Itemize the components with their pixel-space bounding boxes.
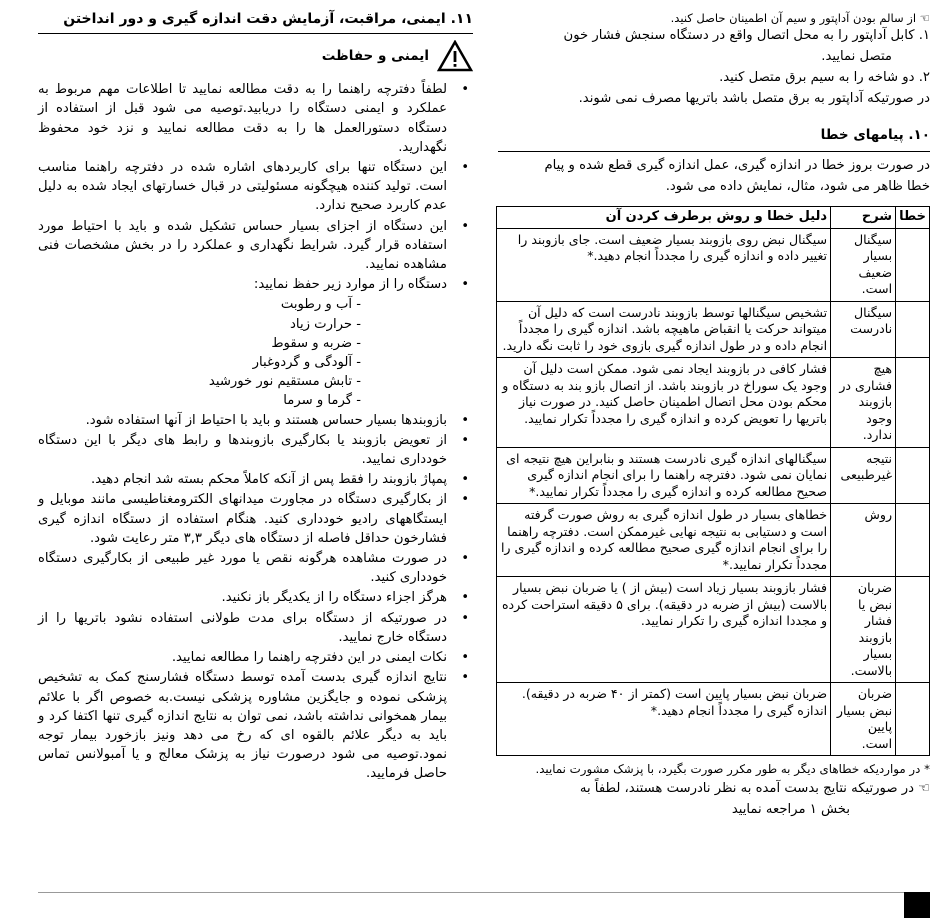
error-table-header: [497, 207, 930, 229]
error-desc: سیگنال بسیار ضعیف است.: [831, 228, 896, 301]
table-row: [497, 228, 930, 301]
final-note-cont: بخش ۱ مراجعه نمایید: [731, 802, 850, 817]
list-item: • بازوبندها بسیار حساس هستند و باید با احتیاط از آنها استفاده شود.: [38, 411, 473, 430]
error-code: [896, 301, 930, 358]
safety-list-2: [38, 411, 473, 784]
protect-item: - گرما و سرما: [283, 393, 361, 409]
error-code: [896, 504, 930, 577]
bullet-icon: •: [461, 472, 469, 488]
protect-item: - تابش مستقیم نور خورشید: [208, 374, 361, 390]
bullet-icon: •: [461, 610, 469, 626]
list-item: • نتایج اندازه گیری بدست آمده توسط دستگاه فشارسنج کمک به تشخیص پزشکی نموده و جایگزین مشاوره پزشکی نیست.به خصوص اگر با علائم بیمار همخوانی نداشته باشد، نمی توان به نتایج اندازه گیری تنها اکتفا کرد و باید به دیگر علائم بالقوه ای که رخ می دهد ونیز بازخورد بیمار توجه نمود.توصیه می شود درصورت نیاز به پزشک معالج و یا آمبولانس تماس حاصل فرمایید.: [38, 670, 469, 782]
error-table: [496, 206, 930, 756]
error-desc: سیگنال نادرست: [831, 301, 896, 358]
safety-title: ایمنی و حفاظت: [321, 47, 429, 64]
list-item: • دستگاه را از موارد زیر حفظ نمایید:: [38, 275, 473, 294]
header-cause: دلیل خطا و روش برطرف کردن آن: [497, 207, 831, 229]
table-row: [497, 301, 930, 358]
errors-rule: [498, 151, 930, 152]
list-item: • از تعویض بازوبند یا بکارگیری بازوبندها و رابط های دیگر با این دستگاه خودداری نمایید.: [38, 432, 469, 468]
error-code: [896, 228, 930, 301]
error-desc: روش: [831, 504, 896, 577]
list-item: • این دستگاه تنها برای کاربردهای اشاره شده در دفترچه راهنما مناسب است. تولید کننده هیچگونه مسئولیتی در قبال خسارتهای ایجاد شده به دلیل عدم کاربرد صحیح ندارد.: [38, 160, 469, 214]
bullet-icon: •: [461, 551, 469, 567]
header-error: خطا: [896, 207, 930, 229]
error-code: [896, 683, 930, 756]
error-fix: تشخیص سیگنالها توسط بازوبند نادرست است که دلیل آن میتواند حرکت یا انقباض ماهیچه باشد. اندازه گیری را مجدداً انجام داده و در طول اندازه گیری بازوی خود را ثابت نگه دارید.: [497, 301, 831, 358]
list-item: • نکات ایمنی در این دفترچه راهنما را مطالعه نمایید.: [38, 648, 473, 667]
error-desc: ضربان نبض یا فشار بازوبند بسیار بالاست.: [831, 577, 896, 683]
list-item: • پمپاژ بازوبند را فقط پس از آنکه کاملاً محکم بسته شد انجام دهید.: [38, 470, 473, 489]
error-code: [896, 577, 930, 683]
table-row: [497, 447, 930, 504]
page-marker: [904, 892, 930, 918]
protect-item: - حرارت زیاد: [290, 316, 361, 332]
list-item: • لطفاً دفترچه راهنما را به دقت مطالعه نمایید تا اطلاعات مهم مربوط به عملکرد و ایمنی دستگاه را دریابید.توصیه می شود قبل از استفاده از دستگاه دستورالعمل ها را به دقت مطالعه نمایید و نزد خود محفوظ نگهدارید.: [38, 82, 469, 155]
protect-item: - آلودگی و گردوغبار: [252, 355, 361, 371]
table-row: [497, 504, 930, 577]
step-1: ۱. کابل آداپتور را به محل اتصال واقع در دستگاه سنجش فشار خون: [563, 28, 930, 43]
bullet-icon: •: [461, 670, 469, 686]
error-fix: سیگنالهای اندازه گیری نادرست هستند و بنابراین هیچ نتیجه ای نمایان نمی شود. دفترچه راهنما را برای انجام اندازه گیری صحیح مطالعه کرده و اندازه گیری را مجدداً تکرار نمایید.*: [497, 447, 831, 504]
bullet-icon: •: [461, 492, 469, 508]
protect-item: - آب و رطوبت: [280, 297, 361, 313]
safety-heading: [38, 40, 473, 72]
bullet-icon: •: [461, 218, 469, 234]
bullet-icon: •: [461, 590, 469, 606]
table-row: [497, 577, 930, 683]
bullet-icon: •: [461, 82, 469, 98]
step-2: ۲. دو شاخه را به سیم برق متصل کنید.: [719, 70, 930, 85]
error-fix: ضربان نبض بسیار پایین است (کمتر از ۴۰ ضربه در دقیقه). اندازه گیری را مجدداً انجام دهید.*: [497, 683, 831, 756]
list-item: • هرگز اجزاء دستگاه را از یکدیگر باز نکنید.: [38, 588, 473, 607]
bullet-icon: •: [461, 160, 469, 176]
header-description: شرح: [831, 207, 896, 229]
error-desc: ضربان نبض بسیار پایین است.: [831, 683, 896, 756]
warning-icon: [437, 40, 473, 72]
error-desc: نتیجه غیرطبیعی: [831, 447, 896, 504]
battery-note: در صورتیکه آداپتور به برق متصل باشد باتریها مصرف نمی شوند.: [578, 91, 930, 106]
error-fix: فشار کافی در بازوبند ایجاد نمی شود. ممکن است دلیل آن وجود یک سوراخ در بازوبند باشد. از اتصال بازو بند به دستگاه و محکم بودن محل اتصال اطمینان حاصل کنید. در صورت نیاز باتریها را تعویض کرده و اندازه گیری را مجدداً تکرار نمایید.: [497, 358, 831, 448]
errors-intro-1: در صورت بروز خطا در اندازه گیری، عمل اندازه گیری قطع شده و پیام: [544, 158, 930, 173]
list-item: • در صورت مشاهده هرگونه نقص یا مورد غیر طبیعی از بکارگیری دستگاه خودداری کنید.: [38, 551, 469, 586]
error-fix: سیگنال نبض روی بازوبند بسیار ضعیف است. جای بازوبند را تغییر داده و اندازه گیری را مجدداً انجام دهید.*: [497, 228, 831, 301]
error-fix: خطاهای بسیار در طول اندازه گیری به روش صورت گرفته است و دستیابی به نتیجه نهایی غیرممکن است. دفترچه راهنما را برای انجام اندازه گیری صحیح مطالعه کرده و اندازه گیری را مجدداً تکرار نمایید.*: [497, 504, 831, 577]
footnote: * در مواردیکه خطاهای دیگر به طور مکرر صورت بگیرد، با پزشک مشورت نمایید.: [535, 762, 930, 776]
adapter-note: ☜ از سالم بودن آداپتور و سیم آن اطمینان حاصل کنید.: [670, 11, 930, 25]
pointing-hand-icon: ☜: [913, 781, 930, 796]
error-fix: فشار بازوبند بسیار زیاد است (بیش از ) یا ضربان نبض بسیار بالاست (بیش از ضربه در دقیقه). برای ۵ دقیقه استراحت کرده و مجددا اندازه گیری را تکرار نمایید.: [497, 577, 831, 683]
bullet-icon: •: [461, 277, 469, 293]
section-title: ۱۱. ایمنی، مراقبت، آزمایش دقت اندازه گیری و دور انداختن: [38, 10, 473, 34]
bullet-icon: •: [461, 650, 469, 666]
error-code: [896, 447, 930, 504]
safety-list: [38, 80, 473, 294]
errors-intro-2: خطا ظاهر می شود، مثال، نمایش داده می شود.: [665, 179, 930, 194]
table-row: [497, 358, 930, 448]
table-row: [497, 683, 930, 756]
error-code: [896, 358, 930, 448]
right-column: [498, 10, 930, 821]
bullet-icon: •: [461, 412, 469, 428]
list-item: • از بکارگیری دستگاه در مجاورت میدانهای الکترومغناطیسی مانند موبایل و ایستگاههای رادیو خودداری کنید. هنگام استفاده از دستگاه اندازه گیری فشارخون حداقل فاصله از دستگاه های دیگر ۳,۳ متر رعایت شود.: [38, 492, 469, 546]
bullet-icon: •: [461, 432, 469, 448]
footer-rule: [38, 892, 930, 893]
error-desc: هیچ فشاری در بازوبند وجود ندارد.: [831, 358, 896, 448]
final-note: ☜ در صورتیکه نتایج بدست آمده به نظر نادرست هستند، لطفاً به: [579, 781, 930, 796]
protect-item: - ضربه و سقوط: [271, 335, 361, 351]
list-item: • در صورتیکه از دستگاه برای مدت طولانی استفاده نشود باتریها را از دستگاه خارج نمایید.: [38, 610, 469, 645]
pointing-hand-icon: ☜: [916, 11, 930, 25]
step-1-cont: متصل نمایید.: [821, 49, 892, 64]
errors-title: ۱۰. پیامهای خطا: [820, 127, 930, 143]
list-item: • این دستگاه از اجزای بسیار حساس تشکیل شده و باید با احتیاط مورد استفاده قرار گیرد. شرایط نگهداری و عملکرد را در بخش مشخصات فنی مشاهده نمایید.: [38, 218, 469, 273]
left-column: [38, 10, 473, 785]
